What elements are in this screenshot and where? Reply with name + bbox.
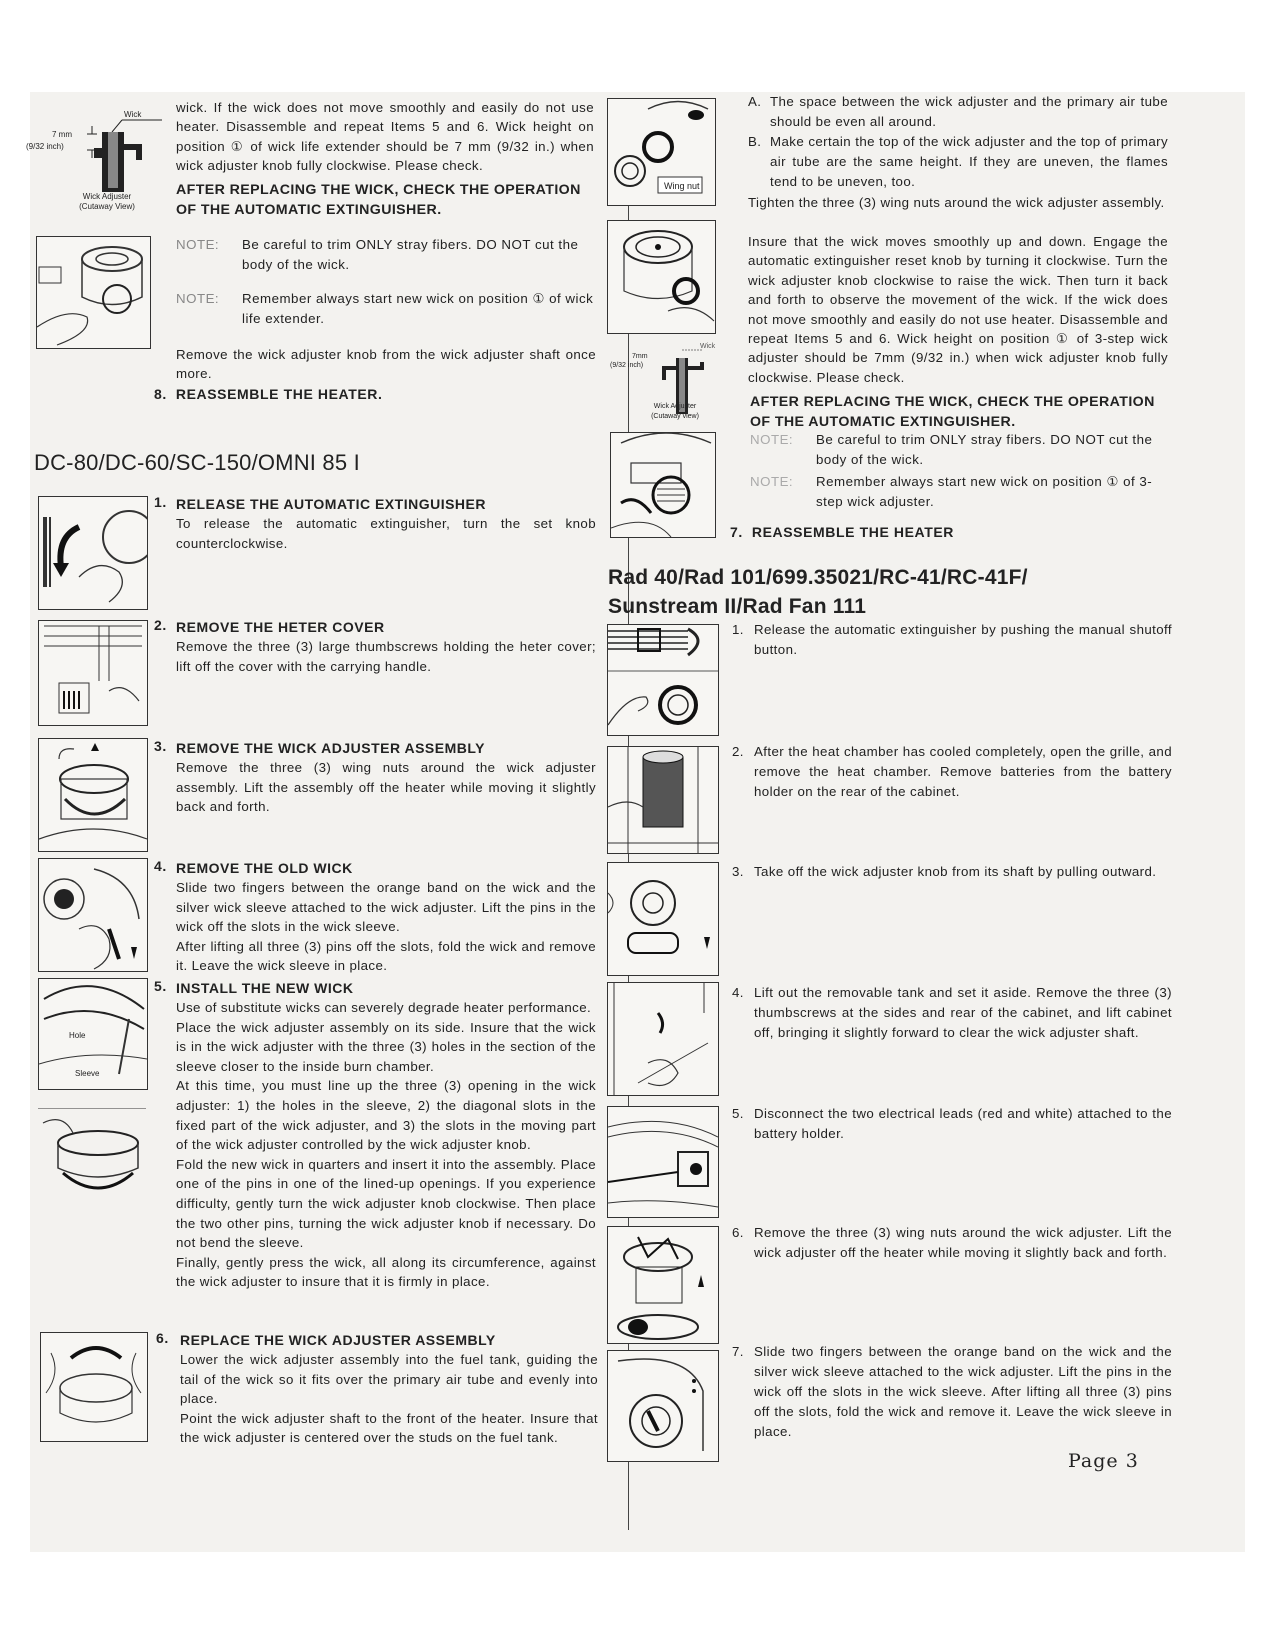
step5-title: INSTALL THE NEW WICK	[176, 980, 354, 996]
mm-label: 7mm	[632, 353, 648, 360]
insure-wick-text: Insure that the wick moves smoothly up and down. Engage the automatic extinguisher reset knob by turning it clockwise. Turn the wick adjuster knob clockwise to raise the wick. Then turn it back and forth to observe the movement of the wick. If the wick does not move smoothly and easily do not use heater. Disassemble and repeat Items 5 and 6. Wick height on position ① of 3-step wick adjuster should be 7mm (9/32 in.) when wick adjuster knob fully clockwise. Please check.	[748, 234, 1168, 385]
step1-desc: To release the automatic extinguisher, turn the set knob counterclockwise.	[176, 516, 596, 551]
check-item-a: A. The space between the wick adjuster and the primary air tube should be even all around.	[748, 94, 1168, 129]
diagram-caption: Wick Adjuster (Cutaway View)	[79, 192, 135, 211]
remove-knob-text: Remove the wick adjuster knob from the wick adjuster shaft once more.	[176, 347, 596, 382]
right-wick-adjuster-cutaway-diagram	[610, 340, 720, 430]
note-position: NOTE: Remember always start new wick on position ① of wick life extender.	[176, 291, 594, 326]
rad-step6-figure	[607, 1226, 719, 1344]
old-wick-removal-illustration-icon	[39, 859, 147, 971]
wick-adjuster-knob-illustration-icon	[608, 221, 715, 333]
step5-block	[176, 978, 596, 1292]
wick-insert-illustration-icon	[38, 1108, 146, 1216]
rad-step-3: 3. Take off the wick adjuster knob from its shaft by pulling outward.	[732, 864, 1157, 879]
wick-check-paragraph: wick. If the wick does not move smoothly and easily do not use heater. Disassemble and repeat Items 5 and 6. Wick height on position ① of wick life extender should be 7 mm (9/32 in.) when wick adjuster knob fully clockwise. Please check.	[176, 100, 594, 174]
step4-block	[176, 858, 596, 976]
step4-desc2: After lifting all three (3) pins off the slots, fold the wick and remove it. Leave the wick sleeve in place.	[176, 938, 596, 974]
rad-step4-figure	[607, 982, 719, 1096]
rad-step-4: 4. Lift out the removable tank and set it aside. Remove the three (3) thumbscrews at the sides and rear of the cabinet, and lift cabinet off, bringing it slightly forward to clear the wick adjuster shaft.	[732, 985, 1172, 1040]
step1-num: 1.	[154, 494, 167, 510]
mm-label: 7 mm	[52, 130, 72, 139]
step5-figure-insert	[38, 1108, 146, 1216]
step1-block	[176, 494, 596, 553]
step3-num: 3.	[154, 738, 167, 754]
step6-num: 6.	[156, 1330, 169, 1346]
right-trim-figure	[610, 432, 716, 538]
wick-label: Wick	[700, 343, 716, 350]
right-notes-block	[750, 430, 1170, 512]
step5-para-1: Use of substitute wicks can severely degrade heater performance.	[176, 1000, 592, 1015]
step3-title: REMOVE THE WICK ADJUSTER ASSEMBLY	[176, 740, 485, 756]
right-extinguisher-warning: AFTER REPLACING THE WICK, CHECK THE OPERATION OF THE AUTOMATIC EXTINGUISHER.	[750, 394, 1155, 430]
heater-trim-illustration-icon	[37, 237, 150, 348]
right-step7-heading: 7. REASSEMBLE THE HEATER	[730, 524, 955, 540]
notes-block	[176, 235, 596, 329]
wick-knob-closeup-illustration-icon	[611, 433, 715, 537]
cabinet-thumbscrew-illustration-icon	[608, 983, 718, 1095]
rad-step7-figure	[607, 1350, 719, 1462]
rad-step-6: 6. Remove the three (3) wing nuts around the wick adjuster. Lift the wick adjuster off the heater while moving it slightly back and forth.	[732, 1225, 1172, 1260]
step6-block	[180, 1330, 598, 1448]
wick-movement-figure	[607, 220, 716, 334]
page-number: Page 3	[1068, 1450, 1139, 1472]
rad-step-5: 5. Disconnect the two electrical leads (red and white) attached to the battery holder.	[732, 1106, 1172, 1141]
step6-figure	[40, 1332, 148, 1442]
rad-step-2: 2. After the heat chamber has cooled completely, open the grille, and remove the heat chamber. Remove batteries from the battery holder on the rear of the cabinet.	[732, 744, 1172, 799]
extinguisher-warning: AFTER REPLACING THE WICK, CHECK THE OPERATION OF THE AUTOMATIC EXTINGUISHER.	[176, 182, 581, 218]
step5-para-3: At this time, you must line up the three (3) opening in the wick adjuster: 1) the holes in the sleeve, 2) the diagonal slots in the fixed part of the wick adjuster, and 3) the slots in the moving part of the wick adjuster controlled by the wick adjuster knob.	[176, 1078, 596, 1153]
section-title-dc80: DC-80/DC-60/SC-150/OMNI 85 I	[34, 450, 360, 475]
step5-para-2: Place the wick adjuster assembly on its side. Insure that the wick is in the wick adjuster with the three (3) holes in the section of the sleeve closer to the inside burn chamber.	[176, 1019, 596, 1074]
step6-title: REPLACE THE WICK ADJUSTER ASSEMBLY	[180, 1332, 496, 1348]
release-extinguisher-illustration-icon	[39, 497, 147, 609]
rad-step-1: 1. Release the automatic extinguisher by pushing the manual shutoff button.	[732, 622, 1172, 657]
step5-para-5: Finally, gently press the wick, all along its circumference, against the wick adjuster to insure that it is firmly in place.	[176, 1254, 596, 1290]
heat-chamber-illustration-icon	[608, 747, 718, 853]
step5-para-4: Fold the new wick in quarters and insert it into the assembly. Place one of the pins in one of the lined-up openings. If you experience difficulty, gently turn the wick adjuster knob clockwise. Then place the two other pins, turning the wick adjuster knob if necessary. Do not bend the sleeve.	[176, 1156, 596, 1251]
step3-figure	[38, 738, 148, 852]
rad-step1-figure	[607, 624, 719, 736]
step2-figure	[38, 620, 148, 726]
replace-adjuster-illustration-icon	[41, 1333, 147, 1441]
check-item-b: B. Make certain the top of the wick adjuster and the top of primary air tube are the same height. If they are uneven, the flames tend to be uneven, too.	[748, 134, 1168, 189]
inch-label: (9/32 inch)	[610, 362, 644, 369]
old-wick-slide-illustration-icon	[608, 1351, 718, 1461]
step6-para-1: Lower the wick adjuster assembly into the fuel tank, guiding the tail of the wick so it fits over the primary air tube and evenly into place.	[180, 1352, 598, 1407]
step2-title: REMOVE THE HETER COVER	[176, 619, 385, 635]
inch-label: (9/32 inch)	[26, 142, 64, 151]
wick-knob-pull-illustration-icon	[608, 863, 718, 975]
right-note-trim: NOTE: Be careful to trim ONLY stray fibers. DO NOT cut the body of the wick.	[750, 432, 1153, 467]
manual-shutoff-button-illustration-icon	[608, 625, 718, 735]
step3-block	[176, 738, 596, 817]
wing-nut-figure	[607, 98, 716, 206]
note-trim: NOTE: Be careful to trim ONLY stray fibers. DO NOT cut the body of the wick.	[176, 237, 579, 272]
step4-desc: Slide two fingers between the orange band on the wick and the silver wick sleeve attached to the wick adjuster. Lift the pins in the wick off the slots in the wick sleeve.	[176, 880, 596, 935]
hole-label: Hole	[69, 1031, 86, 1040]
wick-label: Wick	[124, 110, 142, 119]
rad-step3-figure	[607, 862, 719, 976]
step2-num: 2.	[154, 617, 167, 633]
section-title-rad40: Rad 40/Rad 101/699.35021/RC-41/RC-41F/ Sunstream II/Rad Fan 111	[608, 566, 1028, 618]
step4-figure	[38, 858, 148, 972]
tighten-wing-nuts-text: Tighten the three (3) wing nuts around the wick adjuster assembly.	[748, 195, 1165, 210]
trim-wick-figure	[36, 236, 151, 349]
check-items	[748, 92, 1168, 212]
wick-adjuster-cutaway-icon	[32, 112, 162, 192]
step4-num: 4.	[154, 858, 167, 874]
wick-adjuster-cutaway-diagram	[26, 110, 162, 212]
wing-nut-label: Wing nut	[664, 181, 700, 191]
step5-figure-hole-sleeve	[38, 978, 148, 1090]
battery-holder-leads-illustration-icon	[608, 1107, 718, 1217]
step8-heading: 8. REASSEMBLE THE HEATER.	[154, 386, 383, 402]
step3-desc: Remove the three (3) wing nuts around the wick adjuster assembly. Lift the assembly off the heater while moving it slightly back and forth.	[176, 760, 596, 815]
step6-para-2: Point the wick adjuster shaft to the front of the heater. Insure that the wick adjuster is centered over the studs on the fuel tank.	[180, 1410, 598, 1446]
rad-step-7: 7. Slide two fingers between the orange band on the wick and the silver wick sleeve attached to the wick adjuster. Lift the pins in the wick off the slots in the wick sleeve. After lifting all three (3) pins off the slots, fold the wick and remove it. Leave the wick sleeve in place.	[732, 1344, 1172, 1439]
step5-num: 5.	[154, 978, 167, 994]
step2-desc: Remove the three (3) large thumbscrews holding the heter cover; lift off the cover with the carrying handle.	[176, 639, 596, 674]
diagram-caption: Wick Adjuster (Cutaway view)	[651, 403, 699, 420]
rad-step5-figure	[607, 1106, 719, 1218]
step1-figure	[38, 496, 148, 610]
wick-adjuster-removal-illustration-icon	[39, 739, 147, 851]
step1-title: RELEASE THE AUTOMATIC EXTINGUISHER	[176, 496, 486, 512]
step4-title: REMOVE THE OLD WICK	[176, 860, 353, 876]
heater-cover-illustration-icon	[39, 621, 147, 725]
wing-nuts-removal-illustration-icon	[608, 1227, 718, 1343]
right-note-position: NOTE: Remember always start new wick on position ① of 3-step wick adjuster.	[750, 474, 1153, 509]
sleeve-label: Sleeve	[75, 1069, 100, 1078]
rad-step2-figure	[607, 746, 719, 854]
step2-block	[176, 617, 596, 676]
